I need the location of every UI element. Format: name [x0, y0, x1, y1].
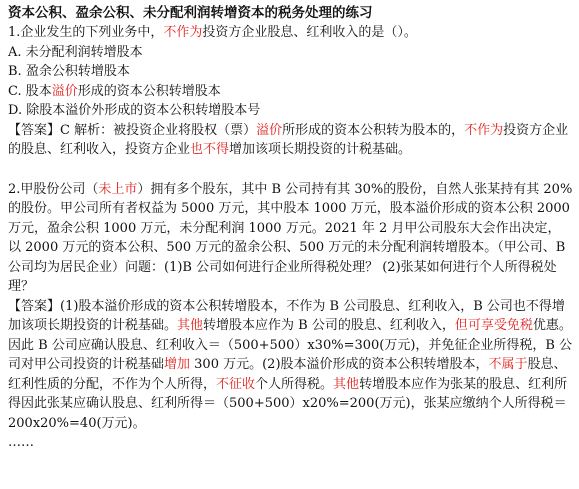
q2-answer-highlight-2: 但可享受免税 [454, 318, 533, 333]
q2-stem [8, 180, 573, 297]
q1-option-c-text: C. 股本 [8, 83, 52, 99]
q2-answer-text-3: 优惠。因此 B 公司应确认股息、红利收入＝（500+500）x30%=300(万元)，并免征企业所得税，B 公司对甲公司投资的计税基础 [8, 318, 573, 372]
q2-answer-text-6: 个人所得税。 [255, 376, 334, 392]
q1-answer-highlight-2: 不作为 [464, 122, 504, 138]
q1-option-c [8, 82, 573, 102]
ellipsis: …… [8, 435, 34, 450]
q1-answer-text-1: 【答案】C 解析：被投资企业将股权（票） [8, 122, 257, 138]
q2-answer-text-2: 转增股本应作为 B 公司的股息、红利收入， [203, 318, 455, 333]
q2-answer-text-1: 【答案】(1)股本溢价形成的资本公积转增股本，不作为 B 公司股息、红利收入，B 公司也不得增加该项长期投资的计税基础。 [8, 298, 565, 333]
q1-option-b: B. 盈余公积转增股本 [8, 64, 130, 79]
q1-answer [8, 121, 573, 160]
q1-option-a: A. 未分配利润转增股本 [8, 44, 143, 60]
q1-option-d: D. 除股本溢价外形成的资本公积转增股本号 [8, 103, 261, 118]
q2-answer [8, 297, 573, 434]
q2-stem-text: 2.甲股份公司（ [8, 181, 99, 197]
q2-answer-text-5: 股息、红利性质的分配，不作为个人所得， [8, 357, 567, 392]
q1-answer-highlight-3: 也不得 [190, 142, 230, 157]
q1-option-c-text-end: 形成的资本公积转增股本 [77, 83, 221, 99]
q1-stem-text-end: 投资方企业股息、红利收入的是（）。 [202, 25, 417, 40]
q2-answer-highlight-1: 其他 [177, 318, 204, 333]
q2-stem-text-end: ）拥有多个股东，其中 B 公司持有其 30%的股份，自然人张某持有其 20%的股份。甲公司所有者权益为 5000 万元，其中股本 1000 万元，股本溢价形成的资本公积 2000 万元，盈余公积 1000 万元，未分配利润 1000 万元。2021 年 2 月甲公司股东大会作出决定，以 2000 万元的资本公积、500 万元的盈余公积、500 万元的未分配利润转增股本。（甲公司、B 公司均为居民企业）问题：(1)B 公司如何进行企业所得税处理？ (2)张某如何进行个人所得税处理？ [8, 181, 573, 294]
page-title: 资本公积、盈余公积、未分配利润转增资本的税务处理的练习 [8, 5, 373, 21]
q1-answer-text-4: 增加该项长期投资的计税基础。 [229, 142, 412, 157]
q2-answer-highlight-5: 不征收 [216, 376, 256, 392]
q2-answer-text-7: 转增股本应作为张某的股息、红利所得因此张某应确认股息、红利所得＝（500+500）x20%=200(万元)，张某应缴纳个人所得税＝200x20%=40(万元)。 [8, 376, 568, 431]
q2-answer-text-4: 300 万元。(2)股本溢价形成的资本公积转增股本， [190, 357, 489, 372]
q2-answer-highlight-3: 增加 [164, 357, 191, 372]
q1-answer-text-2: 所形成的资本公积转为股本的， [282, 122, 465, 138]
q1-stem-highlight: 不作为 [163, 25, 203, 40]
q1-answer-highlight-1: 溢价 [256, 122, 283, 138]
q1-option-c-highlight: 溢价 [51, 83, 78, 99]
q2-stem-highlight: 未上市 [98, 181, 138, 197]
q2-answer-highlight-4: 不属于 [488, 357, 528, 372]
q1-stem [8, 23, 573, 43]
q2-answer-highlight-6: 其他 [333, 376, 360, 392]
section-spacer [8, 160, 573, 180]
q1-stem-text: 1.企业发生的下列业务中， [8, 25, 164, 40]
q1-answer-text-3: 投资方企业的股息、红利收入，投资方企业 [8, 122, 569, 157]
